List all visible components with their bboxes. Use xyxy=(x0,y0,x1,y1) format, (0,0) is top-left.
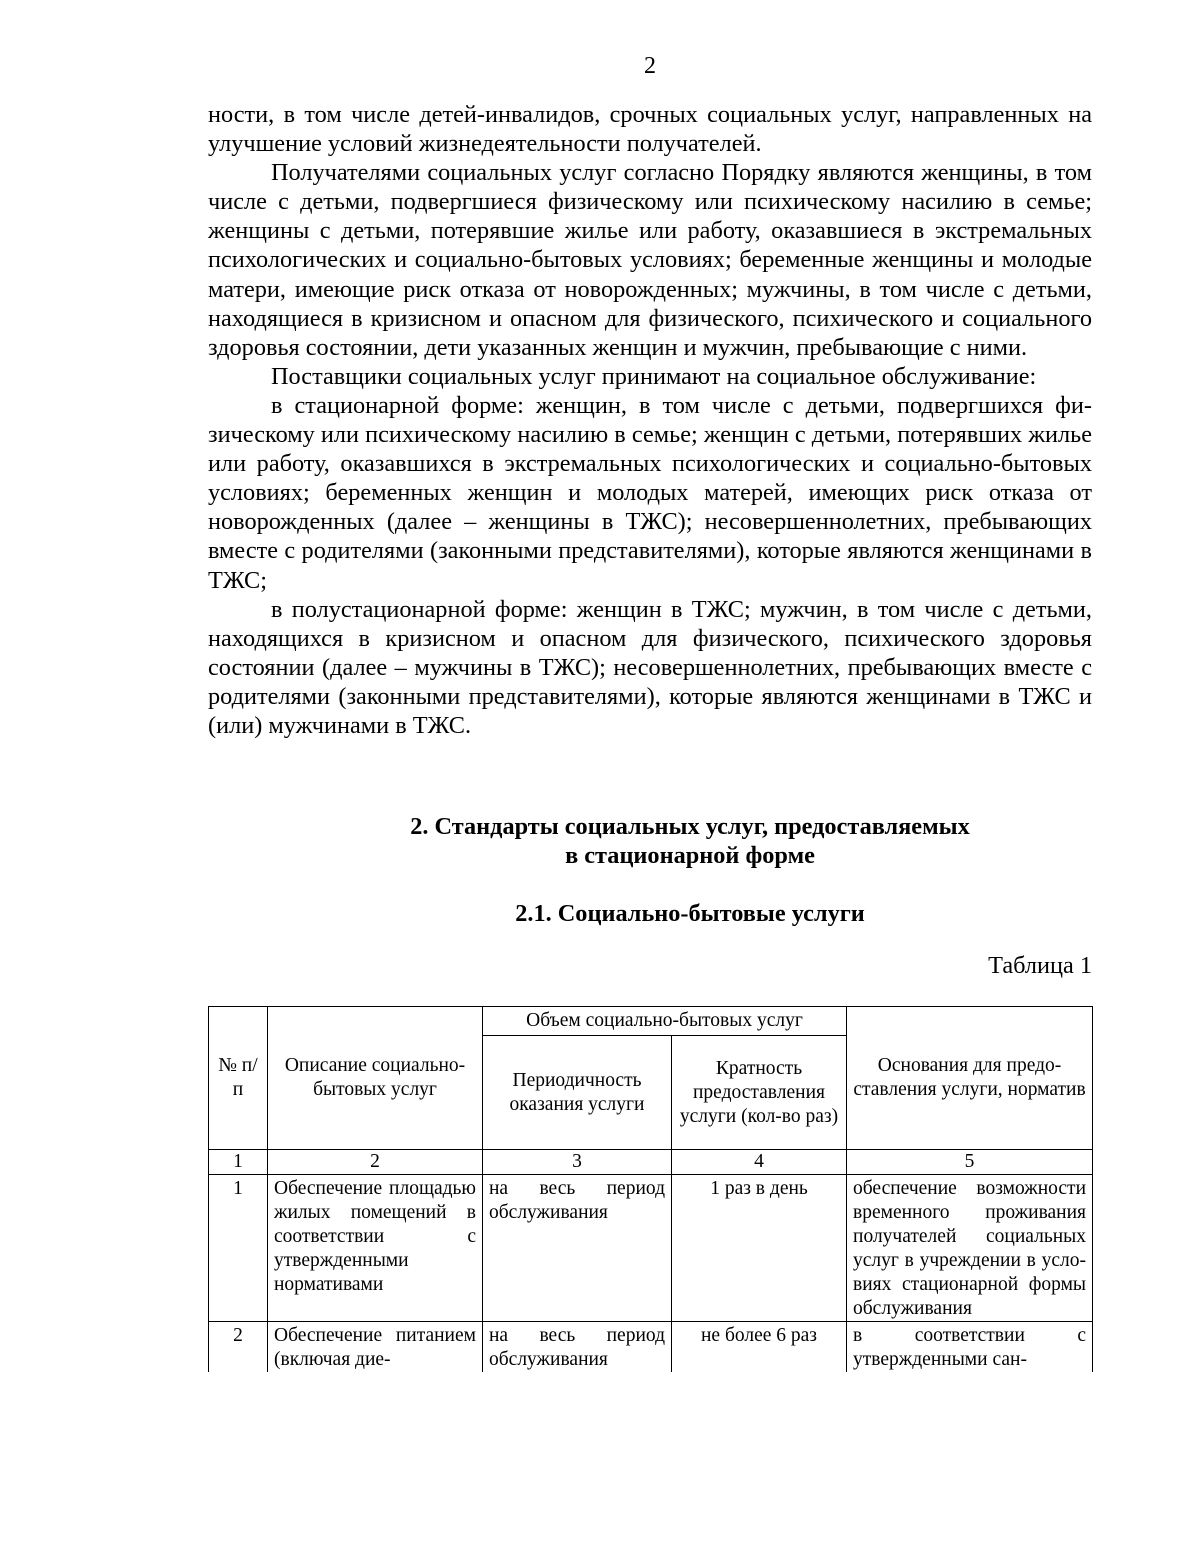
header-frequency: Кратность предоставления услуги (кол-во раз) xyxy=(672,1036,847,1150)
section-title-line-1: 2. Стандарты социальных услуг, предоставляемых xyxy=(410,813,970,840)
header-grounds: Основания для предоставления услуги, норматив xyxy=(847,1007,1093,1150)
services-table xyxy=(208,1006,1093,1372)
table-row xyxy=(209,1322,1093,1373)
column-number: 1 xyxy=(209,1150,268,1175)
row-periodicity: на весь период обслуживания xyxy=(483,1322,672,1373)
row-description: Обеспечение площадью жилых помещений в соответствии с утвержденными нормативами xyxy=(268,1175,483,1322)
body-text xyxy=(208,100,1092,740)
section-heading xyxy=(208,812,1092,870)
header-description: Описание социально-бытовых услуг xyxy=(268,1007,483,1150)
header-volume-group: Объем социально-бытовых услуг xyxy=(483,1007,847,1036)
column-number: 5 xyxy=(847,1150,1093,1175)
row-description: Обеспечение питанием (включая дие- xyxy=(268,1322,483,1373)
page-number: 2 xyxy=(644,53,656,79)
table-caption: Таблица 1 xyxy=(988,952,1092,979)
column-number: 4 xyxy=(672,1150,847,1175)
section-title-line-2: в стационарной форме xyxy=(565,842,815,869)
subsection-heading: 2.1. Социально-бытовые услуги xyxy=(515,900,865,927)
paragraph-5: в полустационарной форме: женщин в ТЖС; мужчин, в том числе с детьми, находящихся в кризисном и опасном для физического, психического здоровья состоянии (далее – мужчины в ТЖС); несовершеннолетних, пребывающих вместе с родителями (законными представителями), которые являются женщинами в ТЖС и (или) мужчинами в ТЖС. xyxy=(208,595,1092,739)
paragraph-1: ности, в том числе детей-инвалидов, срочных социальных услуг, направленных на улучшение условий жизнедеятельности получателей. xyxy=(208,101,1092,158)
row-grounds: в соответствии с утвержденными сан- xyxy=(847,1322,1093,1373)
row-grounds: обеспечение возможности временного проживания получателей социальных услуг в учреждении в условиях стационарной формы обслуживания xyxy=(847,1175,1093,1322)
row-num: 2 xyxy=(209,1322,268,1373)
row-frequency: 1 раз в день xyxy=(672,1175,847,1322)
row-frequency: не более 6 раз xyxy=(672,1322,847,1373)
column-number: 3 xyxy=(483,1150,672,1175)
table-row xyxy=(209,1175,1093,1322)
row-num: 1 xyxy=(209,1175,268,1322)
column-number: 2 xyxy=(268,1150,483,1175)
column-number-row xyxy=(209,1150,1093,1175)
header-num: № п/п xyxy=(209,1007,268,1150)
header-periodicity: Периодичность оказания услуги xyxy=(483,1036,672,1150)
row-periodicity: на весь период обслуживания xyxy=(483,1175,672,1322)
paragraph-2: Получателями социальных услуг согласно Порядку являются женщины, в том числе с детьми, подвергшиеся физическому или психическому насилию в семье; женщины с детьми, потерявшие жилье или работу, оказавшиеся в экстремальных психологических и социально-бытовых условиях; беременные женщины и молодые матери, имеющие риск отказа от новорожденных; мужчины, в том числе с детьми, находящиеся в кризисном и опасном для физического, психического и социального здоровья состоянии, дети указанных женщин и мужчин, пребывающие с ними. xyxy=(208,159,1092,361)
paragraph-4: в стационарной форме: женщин, в том числе с детьми, подвергшихся физическому или психическому насилию в семье; женщин с детьми, потерявших жилье или работу, оказавшихся в экстремальных психологических и социально-бытовых условиях; беременных женщин и молодых матерей, имеющих риск отказа от новорожденных (далее – женщины в ТЖС); несовершеннолетних, пребывающих вместе с родителями (законными представителями), которые являются женщинами в ТЖС; xyxy=(208,391,1092,594)
paragraph-3: Поставщики социальных услуг принимают на социальное обслуживание: xyxy=(271,362,1037,390)
